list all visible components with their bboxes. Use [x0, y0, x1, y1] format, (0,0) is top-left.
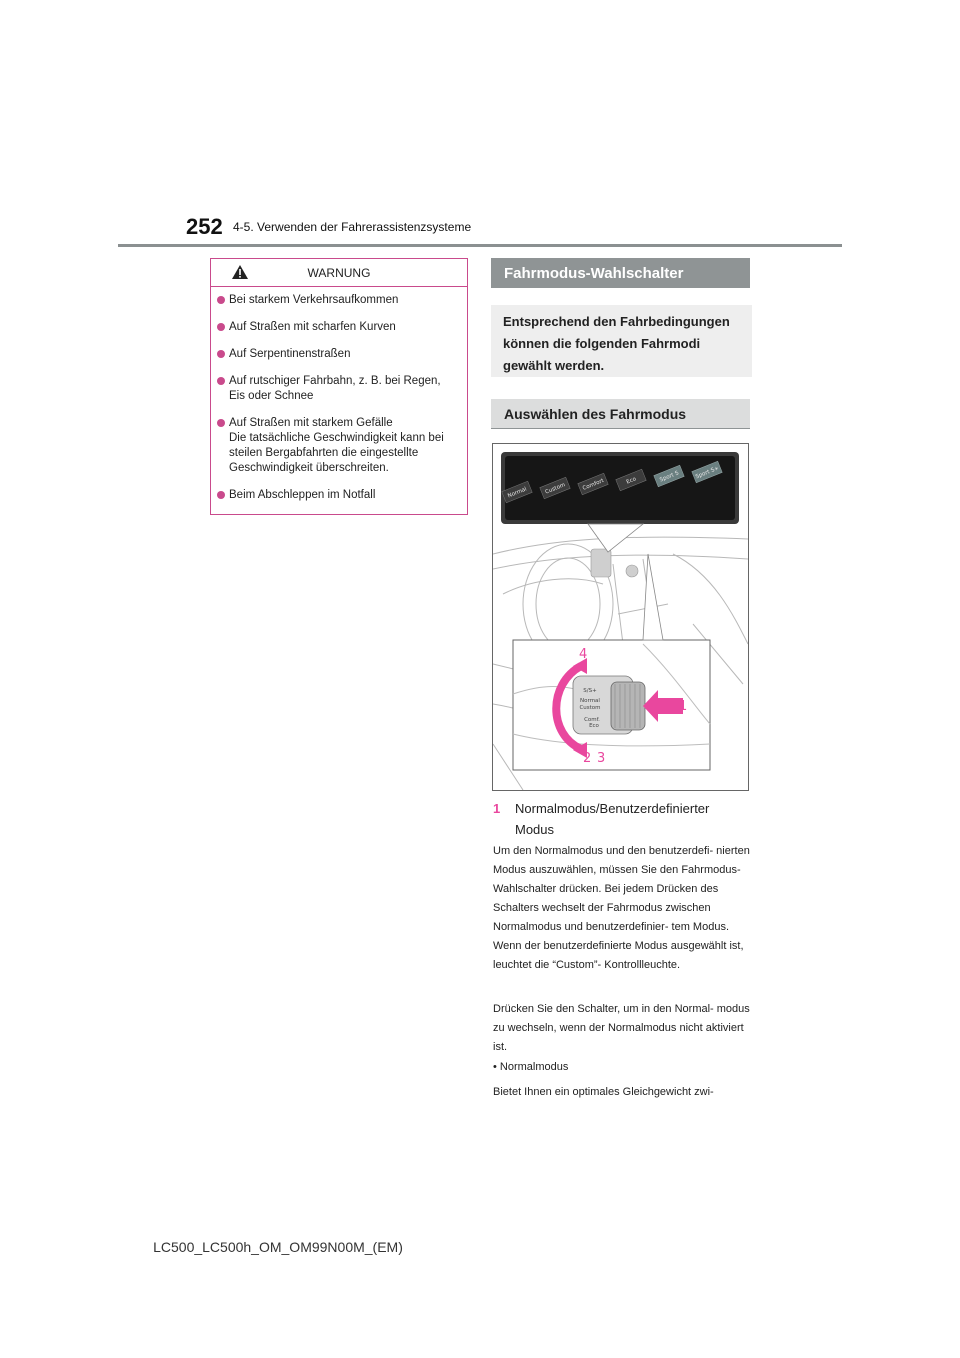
- page-number: 252: [186, 214, 223, 239]
- bullet-dot-icon: [217, 491, 225, 499]
- footer-code: LC500_LC500h_OM_OM99N00M_(EM): [153, 1239, 403, 1255]
- knob-label: Eco: [589, 723, 599, 729]
- warning-title-bar: [211, 259, 467, 287]
- section-title-bar: Fahrmodus-Wahlschalter: [491, 258, 750, 288]
- mode-tab-label: Custom: [544, 482, 567, 496]
- callout-number: 4: [579, 647, 588, 662]
- intro-box: Entsprechend den Fahrbedingungen können die folgenden Fahrmodi gewählt werden.: [491, 305, 752, 377]
- warning-item: Auf Serpentinenstraßen: [211, 347, 467, 362]
- warning-list: [211, 293, 467, 503]
- body-paragraph-3: Bietet Ihnen ein optimales Gleichgewicht zwi-: [493, 1086, 714, 1098]
- warning-item: Beim Abschleppen im Notfall: [211, 488, 467, 503]
- bullet-dot-icon: [217, 377, 225, 385]
- subheading-bar: Auswählen des Fahrmodus: [491, 399, 750, 429]
- section-heading: 4-5. Verwenden der Fahrerassistenzsysteme: [233, 220, 472, 234]
- knob-label: S/S+: [583, 688, 597, 694]
- callout-number: 1: [679, 699, 688, 714]
- warning-item: Bei starkem Verkehrsaufkommen: [211, 293, 467, 308]
- bullet-dot-icon: [217, 350, 225, 358]
- knob-label: Custom: [579, 705, 601, 711]
- warning-title: WARNUNG: [307, 265, 371, 280]
- bullet-dot-icon: [217, 419, 225, 427]
- warning-item: Auf rutschiger Fahrbahn, z. B. bei Regen, Eis oder Schnee: [211, 374, 467, 404]
- callout-number: 3: [597, 751, 606, 766]
- warning-item: Auf Straßen mit scharfen Kurven: [211, 320, 467, 335]
- knob-label: Comf.: [584, 717, 600, 723]
- step-title: Normalmodus/Benutzerdefinierter Modus: [515, 801, 710, 837]
- mode-tab-label: Normal: [507, 486, 528, 500]
- mode-tab-label: Sport S+: [694, 465, 720, 481]
- warning-triangle-icon: [231, 264, 249, 280]
- step-1: [493, 798, 751, 840]
- body-paragraph-1: Um den Normalmodus und den benutzerdefi- nierten Modus auszuwählen, müssen Sie den Fahrmodus-Wahlschalter drücken. Bei jedem Drücken des Schalters wechselt der Fahrmodus zwischen Normalmodus und benutzerdefinier- tem Modus. Wenn der benutzerdefinierte Modus ausgewählt ist, leuchtet die “Custom”- Kontrollleuchte.: [493, 845, 750, 971]
- warning-item: Auf Straßen mit starkem Gefälle Die tatsächliche Geschwindigkeit kann bei steilen Bergabfahrten die eingestellte Geschwindigkeit überschreiten.: [211, 416, 467, 476]
- bullet-normal-mode: • Normalmodus: [493, 1061, 569, 1073]
- callout-number: 2: [583, 751, 592, 766]
- body-paragraph-2: Drücken Sie den Schalter, um in den Normal- modus zu wechseln, wenn der Normalmodus nicht aktiviert ist.: [493, 1003, 750, 1053]
- drive-mode-figure: [492, 443, 749, 791]
- step-number: 1: [493, 801, 501, 816]
- bullet-dot-icon: [217, 323, 225, 331]
- mode-tab-label: Eco: [625, 476, 638, 486]
- header-rule: [118, 244, 842, 247]
- mode-tab-label: Sport S: [658, 470, 680, 484]
- drive-mode-illustration: [493, 444, 748, 790]
- knob-label: Normal: [580, 698, 600, 704]
- bullet-dot-icon: [217, 296, 225, 304]
- warning-box: [210, 258, 468, 515]
- mode-tab-label: Comfort: [581, 477, 605, 492]
